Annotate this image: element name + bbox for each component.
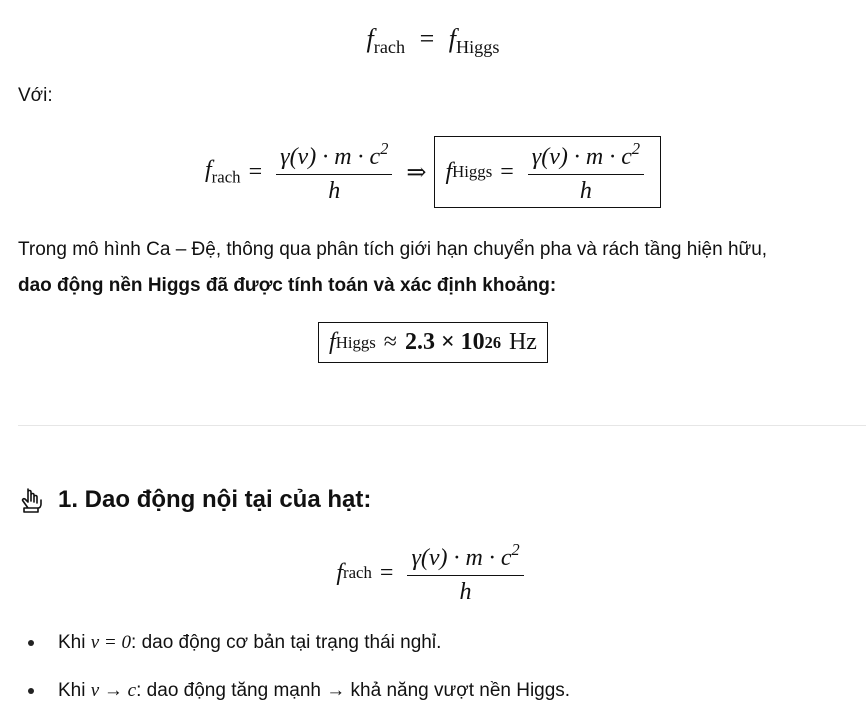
eq2-lhs: $f_{rach}$ — [205, 156, 241, 187]
paragraph-line-2-bold: dao động nền Higgs đã được tính toán và xác định khoảng: — [18, 275, 557, 296]
section-divider — [18, 425, 866, 426]
hand-pointing-icon — [18, 486, 46, 514]
section-title: 1. Dao động nội tại của hạt: — [58, 486, 372, 513]
equation-f-rach-equals-f-higgs: $f_{rach} = f_{Higgs}$ — [366, 24, 500, 57]
list-item: Khi v → c : dao động tăng mạnh → khả năng vượt nền Higgs. — [28, 680, 570, 702]
voi-label: Với: — [18, 85, 53, 106]
equation-f-rach-formula: f rach = $\frac{\gamma(v) \cdot m \cdot c^2}{h}$ — [0, 540, 866, 606]
implies-arrow: ⇒ — [406, 159, 427, 186]
equation-higgs-frequency-value: f Higgs ≈ 2.3 × 10 26 Hz — [0, 322, 866, 363]
paragraph-line-1: Trong mô hình Ca – Đệ, thông qua phân tích giới hạn chuyển pha và rách tầng hiện hữu, — [18, 239, 768, 260]
list-item: Khi v = 0 : dao động cơ bản tại trạng thái nghỉ. — [28, 632, 441, 654]
bullet-dot — [28, 688, 34, 694]
eq2-fraction: $\frac{\gamma(v) \cdot m \cdot c^2}{h}$ — [276, 139, 392, 205]
bullet-dot — [28, 640, 34, 646]
boxed-higgs-equation: f Higgs = $\frac{\gamma(v) \cdot m \cdot c^2}{h}$ — [434, 136, 661, 208]
section-heading — [18, 486, 371, 514]
equation-frequency-relation: $f_{rach}$ = $\frac{\gamma(v) \cdot m \cdot c^2}{h}$ ⇒ f Higgs = $\frac{\gamma(v) \cdot m \cdot c^2}{h}$ — [0, 136, 866, 208]
